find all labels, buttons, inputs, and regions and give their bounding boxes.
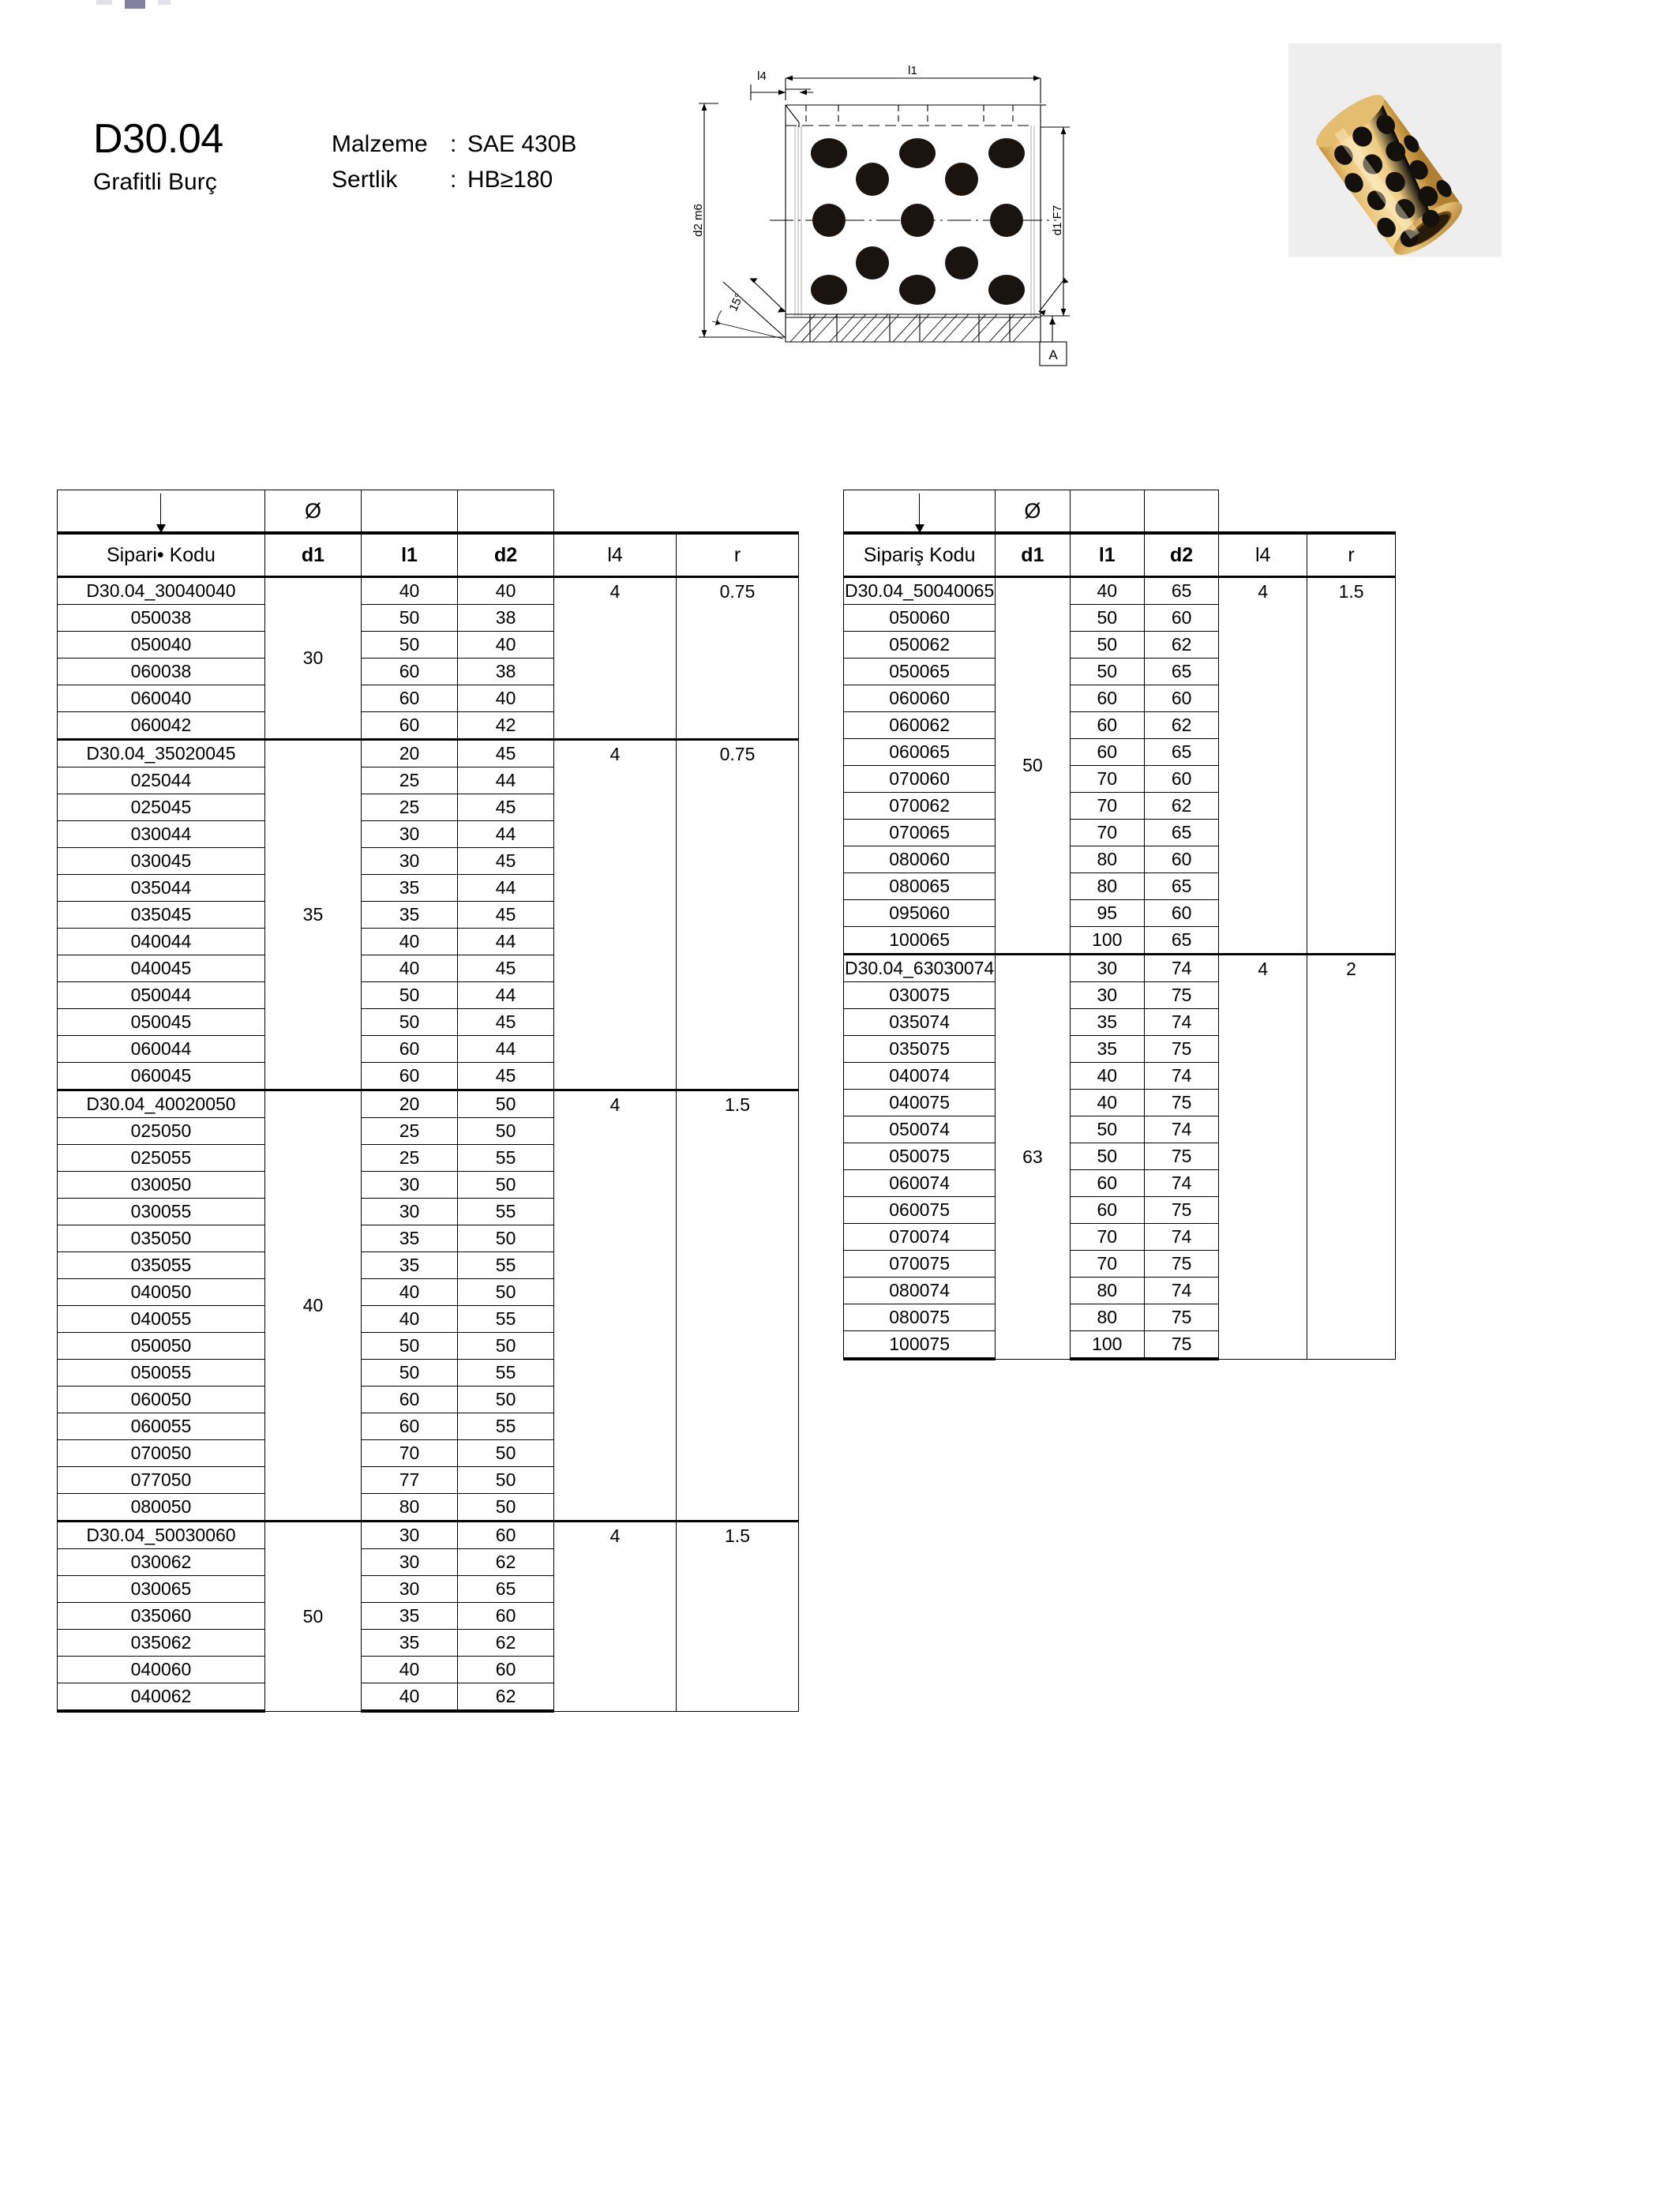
table-row[interactable] <box>58 1522 799 1549</box>
cell-l1: 50 <box>361 1009 457 1036</box>
cell-l1: 25 <box>361 767 457 794</box>
datum-label-a: A <box>1048 347 1058 362</box>
cell-d2: 75 <box>1144 1143 1218 1170</box>
cell-d2: 60 <box>458 1522 554 1549</box>
cell-l1: 40 <box>361 1306 457 1333</box>
cell-l1: 60 <box>361 659 457 685</box>
cell-d2: 75 <box>1144 1036 1218 1063</box>
cell-d2: 45 <box>458 1063 554 1090</box>
cell-order-code[interactable]: 050060 <box>844 605 996 632</box>
cell-l1: 35 <box>1070 1036 1144 1063</box>
cell-r: 2 <box>1307 955 1396 1360</box>
cell-order-code[interactable]: 060062 <box>844 712 996 739</box>
cell-l1: 60 <box>1070 685 1144 712</box>
cell-order-code[interactable]: 070074 <box>844 1224 996 1251</box>
cell-d2: 40 <box>458 685 554 712</box>
cell-l1: 30 <box>361 1199 457 1225</box>
cell-d2: 44 <box>458 929 554 955</box>
cell-order-code[interactable]: 040062 <box>58 1683 265 1712</box>
cell-l4: 4 <box>1219 955 1307 1360</box>
product-subtitle: Grafitli Burç <box>93 169 217 195</box>
cell-d1: 40 <box>264 1090 361 1522</box>
cell-order-code[interactable]: 040074 <box>844 1063 996 1090</box>
cell-order-code[interactable]: 070062 <box>844 793 996 820</box>
cell-order-code[interactable]: D30.04_63030074 <box>844 955 996 982</box>
cell-order-code[interactable]: 050040 <box>58 632 265 659</box>
cell-d2: 55 <box>458 1145 554 1172</box>
cell-d2: 75 <box>1144 1304 1218 1331</box>
cell-d2: 38 <box>458 605 554 632</box>
cell-l1: 30 <box>361 1549 457 1576</box>
cell-l1: 60 <box>1070 712 1144 739</box>
cell-d2: 74 <box>1144 1278 1218 1304</box>
cell-d2: 74 <box>1144 1224 1218 1251</box>
cell-order-code[interactable]: D30.04_35020045 <box>58 740 265 767</box>
cell-l1: 60 <box>1070 1197 1144 1224</box>
cell-d2: 45 <box>458 1009 554 1036</box>
cell-r: 1.5 <box>677 1090 799 1522</box>
cell-order-code[interactable]: 100065 <box>844 927 996 955</box>
cell-l4: 4 <box>554 740 677 1090</box>
cell-l1: 40 <box>361 929 457 955</box>
table-header-row <box>844 533 1396 577</box>
strip-blank-l1 <box>361 490 457 534</box>
cell-d2: 50 <box>458 1118 554 1145</box>
cell-l1: 60 <box>361 1063 457 1090</box>
table-row[interactable] <box>844 955 1396 982</box>
cell-order-code[interactable]: 035060 <box>58 1603 265 1630</box>
cell-order-code[interactable]: 030045 <box>58 848 265 875</box>
cell-l1: 25 <box>361 794 457 821</box>
cell-order-code[interactable]: 080075 <box>844 1304 996 1331</box>
cell-order-code[interactable]: 030055 <box>58 1199 265 1225</box>
cell-order-code[interactable]: 040055 <box>58 1306 265 1333</box>
cell-d2: 44 <box>458 821 554 848</box>
cell-order-code[interactable]: 035045 <box>58 902 265 929</box>
cell-order-code[interactable]: 030044 <box>58 821 265 848</box>
order-code-arrow-cell <box>844 490 996 534</box>
cell-d2: 74 <box>1144 1063 1218 1090</box>
cell-order-code[interactable]: 060075 <box>844 1197 996 1224</box>
cell-l1: 60 <box>361 1036 457 1063</box>
cell-order-code[interactable]: 040060 <box>58 1657 265 1683</box>
cell-d2: 62 <box>1144 632 1218 659</box>
cell-d2: 62 <box>1144 793 1218 820</box>
cell-d2: 65 <box>1144 927 1218 955</box>
cell-d2: 45 <box>458 794 554 821</box>
cell-l1: 20 <box>361 1090 457 1118</box>
cell-l1: 80 <box>361 1494 457 1522</box>
cell-l1: 80 <box>1070 873 1144 900</box>
cell-l1: 40 <box>361 1279 457 1306</box>
table-top-strip <box>58 490 799 534</box>
cell-l4: 4 <box>1219 577 1307 955</box>
artifact-fragment-center <box>125 0 145 9</box>
cell-l1: 40 <box>361 1683 457 1712</box>
cell-d2: 75 <box>1144 1090 1218 1116</box>
cell-d2: 65 <box>458 1576 554 1603</box>
cell-l4: 4 <box>554 1522 677 1712</box>
column-header-d1: d1 <box>264 533 361 577</box>
cell-d2: 50 <box>458 1440 554 1467</box>
cell-l1: 35 <box>361 1252 457 1279</box>
cell-d2: 65 <box>1144 577 1218 605</box>
cell-order-code[interactable]: 080050 <box>58 1494 265 1522</box>
cell-l1: 20 <box>361 740 457 767</box>
cell-d2: 74 <box>1144 1116 1218 1143</box>
cell-order-code[interactable]: 040044 <box>58 929 265 955</box>
cell-order-code[interactable]: D30.04_50040065 <box>844 577 996 605</box>
cell-l1: 70 <box>1070 766 1144 793</box>
strip-empty-r <box>677 490 799 534</box>
strip-blank-d2 <box>1144 490 1218 534</box>
cell-d1: 63 <box>996 955 1070 1360</box>
cell-order-code[interactable]: 030062 <box>58 1549 265 1576</box>
cell-order-code[interactable]: 050062 <box>844 632 996 659</box>
cell-order-code[interactable]: 050044 <box>58 982 265 1009</box>
cell-l1: 100 <box>1070 1331 1144 1360</box>
column-header-l1: l1 <box>361 533 457 577</box>
cell-l1: 35 <box>361 1630 457 1657</box>
cell-d2: 44 <box>458 767 554 794</box>
column-header-l4: l4 <box>1219 533 1307 577</box>
cell-l4: 4 <box>554 1090 677 1522</box>
cell-d2: 50 <box>458 1467 554 1494</box>
cell-l1: 40 <box>1070 1090 1144 1116</box>
table-row[interactable] <box>844 577 1396 605</box>
cell-d2: 62 <box>458 1549 554 1576</box>
hardness-value: HB≥180 <box>467 167 553 193</box>
cell-l1: 60 <box>361 685 457 712</box>
cell-d2: 50 <box>458 1333 554 1360</box>
cell-order-code[interactable]: 050074 <box>844 1116 996 1143</box>
cell-order-code[interactable]: D30.04_40020050 <box>58 1090 265 1118</box>
page-title: D30.04 <box>93 116 223 162</box>
cell-d2: 40 <box>458 577 554 605</box>
material-value: SAE 430B <box>467 131 577 157</box>
cell-d1: 50 <box>264 1522 361 1712</box>
cell-d2: 60 <box>1144 605 1218 632</box>
cell-order-code[interactable]: 070050 <box>58 1440 265 1467</box>
cell-order-code[interactable]: 080065 <box>844 873 996 900</box>
cell-l1: 40 <box>1070 1063 1144 1090</box>
product-title-group <box>93 118 291 196</box>
cell-order-code[interactable]: 077050 <box>58 1467 265 1494</box>
cell-d2: 60 <box>1144 685 1218 712</box>
cell-l1: 50 <box>1070 605 1144 632</box>
cell-l1: 25 <box>361 1145 457 1172</box>
cell-d2: 38 <box>458 659 554 685</box>
cell-order-code[interactable]: 050045 <box>58 1009 265 1036</box>
cell-order-code[interactable]: 050075 <box>844 1143 996 1170</box>
column-header-order-code: Sipari• Kodu <box>58 533 265 577</box>
top-edge-artifact <box>95 0 182 9</box>
cell-d2: 45 <box>458 955 554 982</box>
cell-order-code[interactable]: 060050 <box>58 1387 265 1413</box>
cell-order-code[interactable]: 095060 <box>844 900 996 927</box>
cell-order-code[interactable]: 030065 <box>58 1576 265 1603</box>
cell-l1: 70 <box>1070 1251 1144 1278</box>
cell-order-code[interactable]: 035044 <box>58 875 265 902</box>
cell-d2: 60 <box>458 1657 554 1683</box>
table-top-strip <box>844 490 1396 534</box>
cell-d2: 60 <box>458 1603 554 1630</box>
cell-l1: 95 <box>1070 900 1144 927</box>
cell-order-code[interactable]: 040045 <box>58 955 265 982</box>
cell-l1: 30 <box>1070 955 1144 982</box>
strip-empty-r <box>1307 490 1396 534</box>
cell-d2: 45 <box>458 740 554 767</box>
cell-l1: 30 <box>361 1576 457 1603</box>
cell-d2: 60 <box>1144 766 1218 793</box>
cell-d2: 75 <box>1144 1197 1218 1224</box>
cell-l1: 35 <box>1070 1009 1144 1036</box>
cell-l1: 40 <box>361 577 457 605</box>
cell-d2: 44 <box>458 875 554 902</box>
column-header-d2: d2 <box>458 533 554 577</box>
cell-d2: 55 <box>458 1199 554 1225</box>
dimension-label-l1: l1 <box>908 64 917 77</box>
cell-l1: 77 <box>361 1467 457 1494</box>
column-header-l4: l4 <box>554 533 677 577</box>
cell-d2: 45 <box>458 848 554 875</box>
cell-d2: 40 <box>458 632 554 659</box>
cell-d1: 35 <box>264 740 361 1090</box>
cell-order-code[interactable]: 050050 <box>58 1333 265 1360</box>
cell-order-code[interactable]: 060045 <box>58 1063 265 1090</box>
down-arrow-icon <box>915 493 924 533</box>
cell-d2: 50 <box>458 1225 554 1252</box>
cell-order-code[interactable]: 080060 <box>844 846 996 873</box>
cell-order-code[interactable]: 025050 <box>58 1118 265 1145</box>
cell-l1: 50 <box>1070 632 1144 659</box>
cell-d2: 55 <box>458 1360 554 1387</box>
spec-row-hardness <box>332 162 576 197</box>
cell-l1: 40 <box>361 955 457 982</box>
product-photo <box>1288 43 1502 257</box>
cell-order-code[interactable]: 050065 <box>844 659 996 685</box>
cell-l1: 70 <box>1070 820 1144 846</box>
cell-order-code[interactable]: 025044 <box>58 767 265 794</box>
cell-l1: 35 <box>361 875 457 902</box>
dimension-label-angle: 15° <box>726 291 747 313</box>
table-right <box>843 490 1396 1360</box>
cell-r: 0.75 <box>677 577 799 740</box>
cell-l1: 30 <box>361 848 457 875</box>
cell-l4: 4 <box>554 577 677 740</box>
specification-table-right <box>843 490 1396 1360</box>
cell-d2: 44 <box>458 1036 554 1063</box>
table-left <box>57 490 799 1713</box>
cell-order-code[interactable]: 030075 <box>844 982 996 1009</box>
diameter-symbol-cell: Ø <box>996 490 1070 534</box>
cell-order-code[interactable]: 035050 <box>58 1225 265 1252</box>
specification-table-left <box>57 490 799 1713</box>
cell-order-code[interactable]: 060060 <box>844 685 996 712</box>
cell-d2: 62 <box>458 1683 554 1712</box>
cell-d2: 50 <box>458 1172 554 1199</box>
cell-d2: 75 <box>1144 1251 1218 1278</box>
material-separator: : <box>450 131 457 157</box>
cell-d2: 75 <box>1144 982 1218 1009</box>
cell-d2: 55 <box>458 1413 554 1440</box>
cell-l1: 30 <box>361 1172 457 1199</box>
technical-drawing <box>675 43 1093 375</box>
cell-l1: 50 <box>361 982 457 1009</box>
cell-d2: 74 <box>1144 955 1218 982</box>
cell-d2: 65 <box>1144 820 1218 846</box>
cell-l1: 50 <box>361 632 457 659</box>
cell-d1: 50 <box>996 577 1070 955</box>
cell-l1: 80 <box>1070 846 1144 873</box>
artifact-fragment-right <box>158 0 171 5</box>
cell-l1: 30 <box>361 821 457 848</box>
table-row[interactable] <box>58 577 799 605</box>
cell-order-code[interactable]: 060074 <box>844 1170 996 1197</box>
table-row[interactable] <box>58 1090 799 1118</box>
cell-d2: 42 <box>458 712 554 740</box>
cell-d2: 75 <box>1144 1331 1218 1360</box>
column-header-l1: l1 <box>1070 533 1144 577</box>
cell-order-code[interactable]: 070060 <box>844 766 996 793</box>
cell-order-code[interactable]: 070075 <box>844 1251 996 1278</box>
cell-r: 1.5 <box>677 1522 799 1712</box>
cell-l1: 35 <box>361 1225 457 1252</box>
cell-order-code[interactable]: D30.04_30040040 <box>58 577 265 605</box>
cell-order-code[interactable]: 035055 <box>58 1252 265 1279</box>
cell-l1: 70 <box>1070 793 1144 820</box>
cell-order-code[interactable]: 025045 <box>58 794 265 821</box>
cell-order-code[interactable]: 060044 <box>58 1036 265 1063</box>
dimension-label-d1: d1 F7 <box>1051 205 1064 236</box>
cell-d2: 55 <box>458 1306 554 1333</box>
cell-d2: 62 <box>458 1630 554 1657</box>
cell-d2: 55 <box>458 1252 554 1279</box>
cell-l1: 70 <box>361 1440 457 1467</box>
cell-l1: 80 <box>1070 1278 1144 1304</box>
cell-order-code[interactable]: 080074 <box>844 1278 996 1304</box>
cell-l1: 50 <box>361 1360 457 1387</box>
cell-d2: 65 <box>1144 739 1218 766</box>
cell-order-code[interactable]: D30.04_50030060 <box>58 1522 265 1549</box>
cell-order-code[interactable]: 060040 <box>58 685 265 712</box>
cell-l1: 50 <box>361 1333 457 1360</box>
cell-l1: 100 <box>1070 927 1144 955</box>
cell-l1: 60 <box>1070 739 1144 766</box>
cell-l1: 80 <box>1070 1304 1144 1331</box>
cell-d2: 65 <box>1144 659 1218 685</box>
cell-order-code[interactable]: 040050 <box>58 1279 265 1306</box>
table-row[interactable] <box>58 740 799 767</box>
cell-order-code[interactable]: 070065 <box>844 820 996 846</box>
cell-order-code[interactable]: 035075 <box>844 1036 996 1063</box>
cell-d2: 74 <box>1144 1170 1218 1197</box>
cell-order-code[interactable]: 050055 <box>58 1360 265 1387</box>
column-header-d1: d1 <box>996 533 1070 577</box>
spec-row-material <box>332 126 576 162</box>
strip-empty-l4 <box>554 490 677 534</box>
specification-list <box>332 126 576 197</box>
dimension-label-d2: d2 m6 <box>692 204 705 237</box>
cell-d2: 60 <box>1144 900 1218 927</box>
table-header-row <box>58 533 799 577</box>
strip-blank-l1 <box>1070 490 1144 534</box>
cell-l1: 60 <box>361 1413 457 1440</box>
hardness-label: Sertlik <box>332 167 398 193</box>
cell-r: 1.5 <box>1307 577 1396 955</box>
cell-d2: 50 <box>458 1279 554 1306</box>
column-header-d2: d2 <box>1144 533 1218 577</box>
cell-order-code[interactable]: 035074 <box>844 1009 996 1036</box>
cell-l1: 50 <box>1070 659 1144 685</box>
cell-order-code[interactable]: 040075 <box>844 1090 996 1116</box>
cell-l1: 40 <box>361 1657 457 1683</box>
cell-l1: 50 <box>1070 1116 1144 1143</box>
cell-l1: 35 <box>361 1603 457 1630</box>
cell-order-code[interactable]: 060065 <box>844 739 996 766</box>
cell-d2: 62 <box>1144 712 1218 739</box>
cell-l1: 60 <box>1070 1170 1144 1197</box>
cell-d2: 65 <box>1144 873 1218 900</box>
cell-l1: 60 <box>361 712 457 740</box>
cell-order-code[interactable]: 050038 <box>58 605 265 632</box>
diameter-symbol-cell: Ø <box>264 490 361 534</box>
cell-l1: 50 <box>361 605 457 632</box>
strip-empty-l4 <box>1219 490 1307 534</box>
artifact-fragment-left <box>96 0 112 5</box>
column-header-r: r <box>1307 533 1396 577</box>
cell-r: 0.75 <box>677 740 799 1090</box>
down-arrow-icon <box>156 493 166 533</box>
cell-d2: 50 <box>458 1494 554 1522</box>
cell-l1: 60 <box>361 1387 457 1413</box>
cell-order-code[interactable]: 030050 <box>58 1172 265 1199</box>
cell-order-code[interactable]: 060055 <box>58 1413 265 1440</box>
dimension-label-l4: l4 <box>757 69 767 83</box>
cell-order-code[interactable]: 025055 <box>58 1145 265 1172</box>
cell-d1: 30 <box>264 577 361 740</box>
cell-order-code[interactable]: 060042 <box>58 712 265 740</box>
cell-l1: 25 <box>361 1118 457 1145</box>
cell-d2: 44 <box>458 982 554 1009</box>
material-label: Malzeme <box>332 131 428 157</box>
column-header-r: r <box>677 533 799 577</box>
order-code-arrow-cell <box>58 490 265 534</box>
cell-order-code[interactable]: 060038 <box>58 659 265 685</box>
column-header-order-code: Sipariş Kodu <box>844 533 996 577</box>
cell-d2: 74 <box>1144 1009 1218 1036</box>
cell-l1: 50 <box>1070 1143 1144 1170</box>
strip-blank-d2 <box>458 490 554 534</box>
hardness-separator: : <box>450 167 457 193</box>
cell-l1: 70 <box>1070 1224 1144 1251</box>
cell-order-code[interactable]: 100075 <box>844 1331 996 1360</box>
cell-order-code[interactable]: 035062 <box>58 1630 265 1657</box>
cell-d2: 50 <box>458 1387 554 1413</box>
cell-d2: 45 <box>458 902 554 929</box>
cell-l1: 40 <box>1070 577 1144 605</box>
cell-d2: 60 <box>1144 846 1218 873</box>
product-header <box>93 118 576 197</box>
cell-l1: 30 <box>361 1522 457 1549</box>
cell-l1: 30 <box>1070 982 1144 1009</box>
cell-d2: 50 <box>458 1090 554 1118</box>
cell-l1: 35 <box>361 902 457 929</box>
